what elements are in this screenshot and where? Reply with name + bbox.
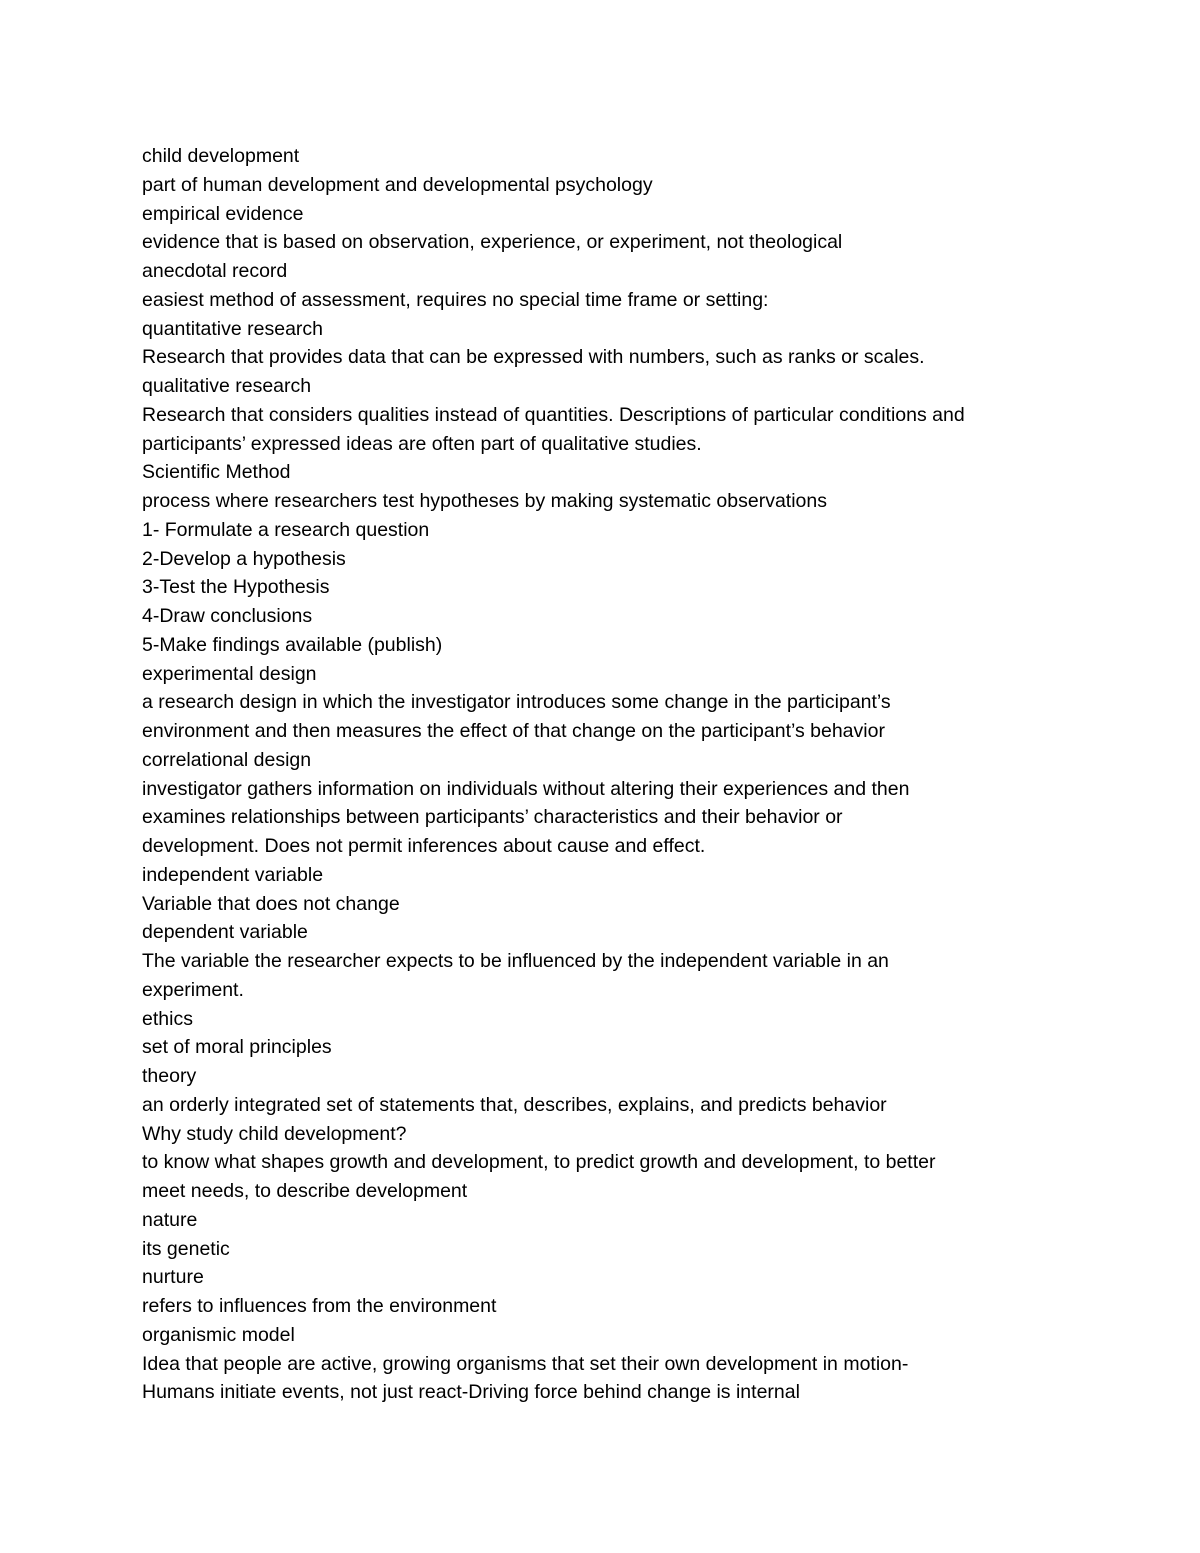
definition-line: process where researchers test hypotheses by making systematic observations xyxy=(142,490,827,512)
step-line: 4-Draw conclusions xyxy=(142,605,313,627)
definition-line: investigator gathers information on individuals without altering their experiences and then xyxy=(142,777,910,800)
definition-line: Humans initiate events, not just react-Driving force behind change is internal xyxy=(142,1381,800,1404)
step-line: 3-Test the Hypothesis xyxy=(142,576,330,599)
term-line: experimental design xyxy=(142,662,317,685)
term-line: qualitative research xyxy=(142,375,312,397)
definition-line: Research that provides data that can be expressed with numbers, such as ranks or scales. xyxy=(142,346,925,369)
term-line: correlational design xyxy=(142,748,312,771)
definition-line: its genetic xyxy=(142,1237,230,1260)
definition-line: examines relationships between participants’ characteristics and their behavior or xyxy=(142,806,843,829)
term-line: nurture xyxy=(142,1266,204,1289)
definition-line: easiest method of assessment, requires no special time frame or setting: xyxy=(142,288,769,311)
term-line: Why study child development? xyxy=(142,1122,407,1145)
term-line: organismic model xyxy=(142,1323,295,1346)
step-line: 1- Formulate a research question xyxy=(142,518,430,541)
definition-line: The variable the researcher expects to be influenced by the independent variable in an xyxy=(142,950,889,972)
definition-line: a research design in which the investigator introduces some change in the participant’s xyxy=(142,691,891,714)
definition-line: environment and then measures the effect of that change on the participant’s behavior xyxy=(142,720,885,742)
definition-line: to know what shapes growth and development, to predict growth and development, to better xyxy=(142,1151,936,1174)
term-line: Scientific Method xyxy=(142,461,291,484)
term-line: child development xyxy=(142,145,300,167)
term-line: quantitative research xyxy=(142,317,324,340)
step-line: 2-Develop a hypothesis xyxy=(142,547,346,570)
definition-line: an orderly integrated set of statements that, describes, explains, and predicts behavior xyxy=(142,1093,887,1116)
definition-line: meet needs, to describe development xyxy=(142,1180,468,1202)
term-line: theory xyxy=(142,1065,197,1087)
term-line: anecdotal record xyxy=(142,260,288,282)
definition-line: experiment. xyxy=(142,978,244,1001)
step-line: 5-Make findings available (publish) xyxy=(142,633,443,656)
definition-line: participants’ expressed ideas are often part of qualitative studies. xyxy=(142,432,702,455)
definition-line: part of human development and developmental psychology xyxy=(142,173,653,196)
definition-line: Variable that does not change xyxy=(142,892,400,915)
definition-line: development. Does not permit inferences about cause and effect. xyxy=(142,835,706,857)
term-line: independent variable xyxy=(142,863,324,886)
term-line: empirical evidence xyxy=(142,202,304,225)
definition-line: refers to influences from the environment xyxy=(142,1295,497,1317)
definition-line: set of moral principles xyxy=(142,1036,332,1059)
term-line: nature xyxy=(142,1208,198,1231)
term-line: dependent variable xyxy=(142,921,308,944)
definition-line: Research that considers qualities instead of quantities. Descriptions of particular conditions and xyxy=(142,403,965,426)
definition-line: Idea that people are active, growing organisms that set their own development in motion- xyxy=(142,1352,909,1375)
document-body xyxy=(142,142,1142,1407)
term-line: ethics xyxy=(142,1007,193,1030)
definition-line: evidence that is based on observation, experience, or experiment, not theological xyxy=(142,231,843,254)
